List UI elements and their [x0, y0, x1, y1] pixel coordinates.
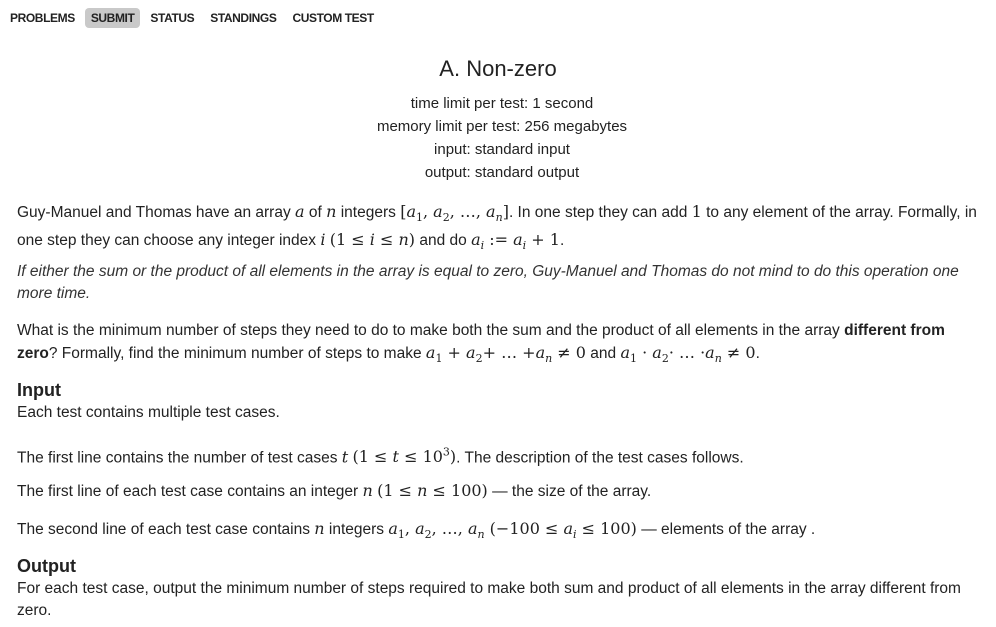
input-line-4: The second line of each test case contains n integers $a_1$, $a_2$, …, $a_n$ $(-100 \le a_i \le 100)$ — elements of the array . [17, 519, 816, 542]
nav-custom-test[interactable]: CUSTOM TEST [292, 11, 374, 25]
top-nav [4, 7, 384, 29]
memory-limit: memory limit per test: 256 megabytes [376, 118, 628, 135]
time-limit: time limit per test: 1 second [410, 95, 594, 112]
nav-submit[interactable]: SUBMIT [85, 8, 141, 28]
input-line-1: Each test contains multiple test cases. [17, 404, 280, 421]
input-line-2: The first line contains the number of test cases t $(1 \le t \le 10^3)$. The description of the test cases follows. [17, 446, 744, 467]
nav-standings[interactable]: STANDINGS [210, 11, 277, 25]
input-heading: Input [17, 380, 61, 400]
output-line-1: For each test case, output the minimum number of steps required to make both sum and product of all elements in the array different from zero. [17, 580, 961, 619]
statement-paragraph-3: What is the minimum number of steps they need to do to make both the sum and the product of all elements in the array different from zero? Formally, find the minimum number of steps to make $a_1 + a_2+$ … $+a_n \ne 0$ and $a_1 \cdot a_2\cdot$ … $\cdot a_n \ne 0$. [17, 322, 945, 366]
output-heading: Output [17, 556, 76, 576]
problem-title: A. Non-zero [439, 56, 557, 81]
input-spec: input: standard input [434, 141, 570, 158]
input-line-3: The first line of each test case contains an integer n (1 ≤ n ≤ 100) — the size of the array. [17, 481, 652, 500]
statement-paragraph-2: If either the sum or the product of all elements in the array is equal to zero, Guy-Manuel and Thomas do not mind to do this operation one more time. [17, 263, 959, 302]
nav-problems[interactable]: PROBLEMS [10, 11, 75, 25]
output-spec: output: standard output [424, 164, 580, 181]
nav-status[interactable]: STATUS [150, 11, 195, 25]
statement-paragraph-1: Guy-Manuel and Thomas have an array a of n integers [$a_1$, $a_2$, …, $a_n$]. In one step they can add 1 to any element of the array. Formally, in one step they can choose any integer index i (1 ≤ i ≤ n) and do $a_i$ := $a_i + 1$. [17, 202, 977, 253]
